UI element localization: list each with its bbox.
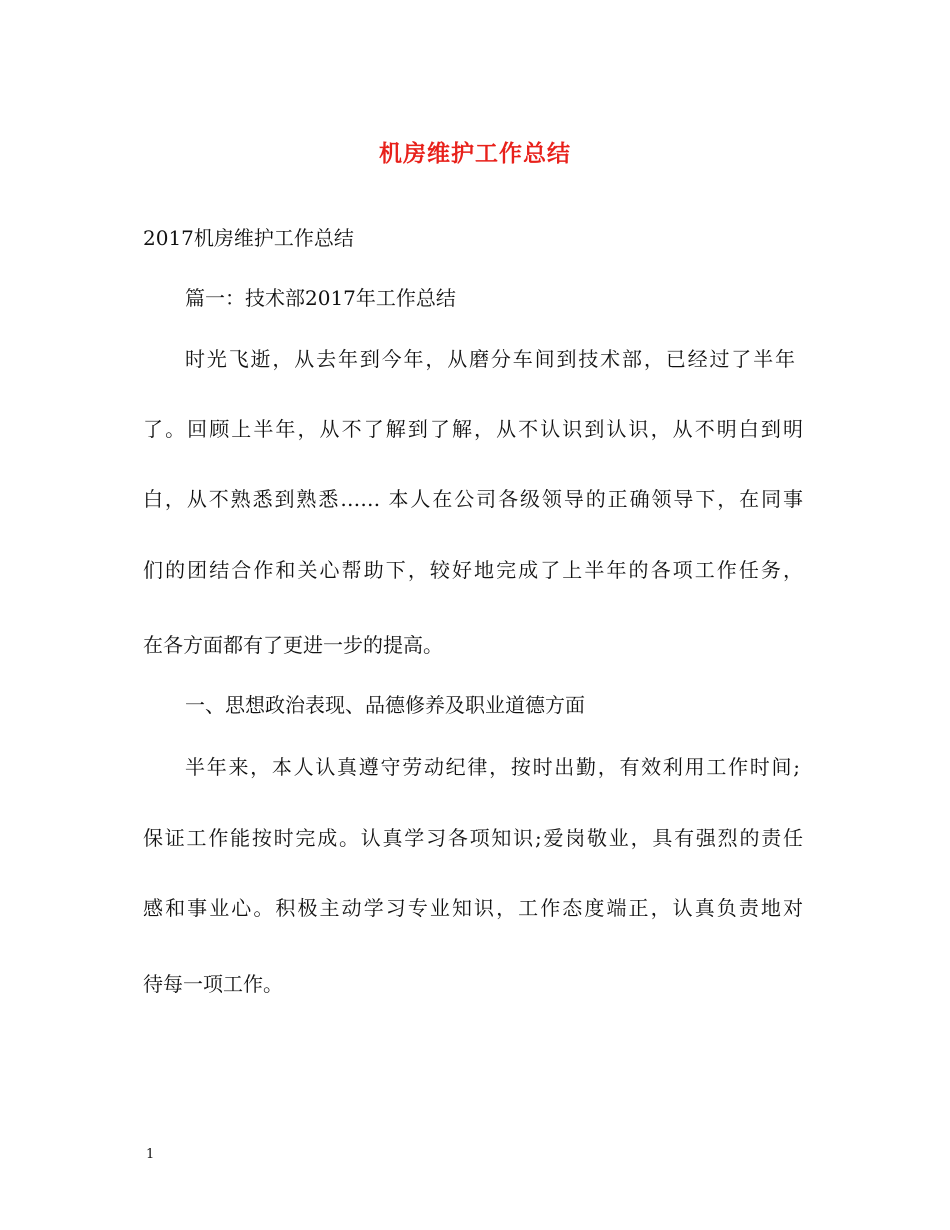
paragraph-line: 待每一项工作。 <box>143 972 283 996</box>
page-number: 1 <box>146 1147 155 1162</box>
section-heading: 篇一：技术部2017年工作总结 <box>185 286 456 310</box>
paragraph-line: 在各方面都有了更进一步的提高。 <box>143 633 443 657</box>
paragraph-line: 白，从不熟悉到熟悉…… 本人在公司各级领导的正确领导下，在同事 <box>143 487 803 511</box>
paragraph-line: 保证工作能按时完成。认真学习各项知识;爱岗敬业，具有强烈的责任 <box>143 826 803 850</box>
subtitle: 2017机房维护工作总结 <box>143 226 354 250</box>
paragraph-line: 感和事业心。积极主动学习专业知识，工作态度端正，认真负责地对 <box>143 896 803 920</box>
document-title: 机房维护工作总结 <box>379 140 571 167</box>
section-subheading: 一、思想政治表现、品德修养及职业道德方面 <box>185 693 585 717</box>
paragraph-line: 半年来，本人认真遵守劳动纪律，按时出勤，有效利用工作时间; <box>185 755 800 779</box>
paragraph-line: 时光飞逝，从去年到今年，从磨分车间到技术部，已经过了半年 <box>185 347 795 371</box>
paragraph-line: 们的团结合作和关心帮助下，较好地完成了上半年的各项工作任务， <box>143 558 803 582</box>
paragraph-line: 了。回顾上半年，从不了解到了解，从不认识到认识，从不明白到明 <box>143 417 803 441</box>
